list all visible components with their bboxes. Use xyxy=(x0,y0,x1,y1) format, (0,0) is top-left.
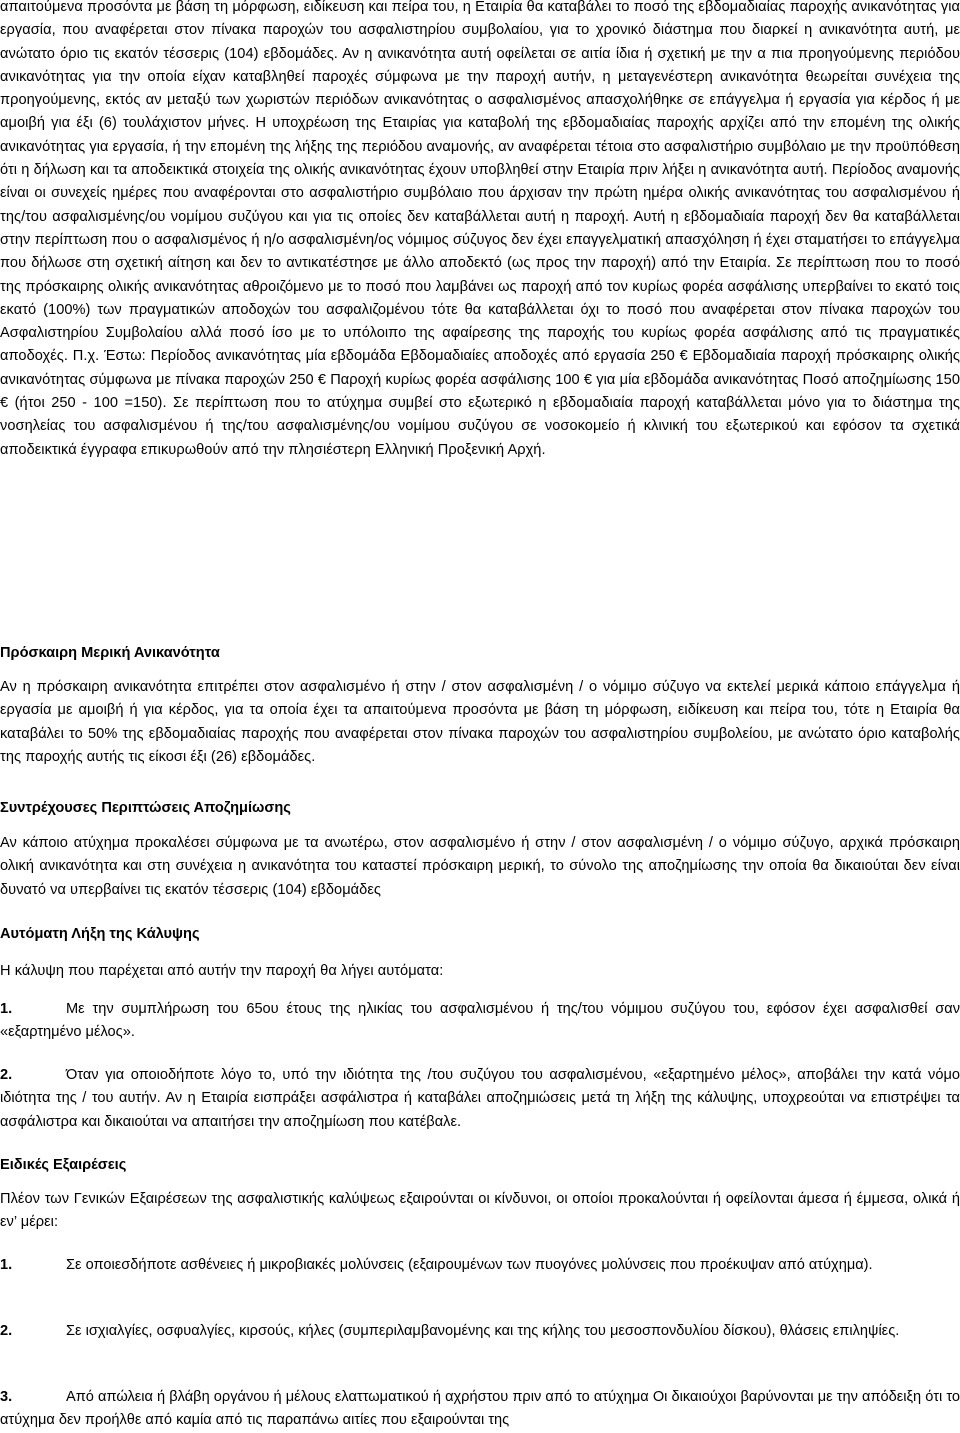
termination-item-2 xyxy=(0,1064,960,1134)
list-number: 3. xyxy=(0,1389,13,1405)
list-item-text: Όταν για οποιοδήποτε λόγο το, υπό την ιδιότητα της /του συζύγου του ασφαλισμένου, «εξαρτημένο μέλος», αποβάλει την κατά νόμο ιδιότητα της / του αυτήν. Αν η Εταιρία εισπράξει ασφάλιστρα ή καταβάλει αποζημιώσεις μετά τη λήξη της κάλυψης, υποχρεούται να επιστρέψει τα ασφάλιστρα και δικαιούται να απαιτήσει την αποζημίωση που κατέβαλε. xyxy=(0,1067,960,1130)
heading-automatic-termination: Αυτόματη Λήξη της Κάλυψης xyxy=(0,926,200,942)
list-item-text: Με την συμπλήρωση του 65ου έτους της ηλικίας του ασφαλισμένου ή της/του νόμιμου συζύγου του, εφόσον έχει ασφαλισθεί σαν «εξαρτημένο μέλος». xyxy=(0,1001,960,1041)
heading-concurrent-cases: Συντρέχουσες Περιπτώσεις Αποζημίωσης xyxy=(0,800,291,816)
list-item-text: Σε οποιεσδήποτε ασθένειες ή μικροβιακές μολύνσεις (εξαιρουμένων των πυογόνες μολύνσεις που προέκυψαν από ατύχημα). xyxy=(66,1257,873,1273)
list-number: 2. xyxy=(0,1067,13,1083)
exclusion-item-3 xyxy=(0,1386,960,1433)
heading-special-exclusions: Ειδικές Εξαιρέσεις xyxy=(0,1157,127,1173)
intro-paragraph: απαιτούμενα προσόντα με βάση τη μόρφωση, ειδίκευση και πείρα του, η Εταιρία θα καταβάλει το ποσό της εβδομαδιαίας παροχής ανικανότητας για εργασία, που αναφέρεται στον πίνακα παροχών του ασφαλιστηρίου συμβολαίου, για το χρονικό διάστημα που διαρκεί η ανικανότητα αυτή, με ανώτατο όριο τις εκατόν τέσσερις (104) εβδομάδες. Αν η ανικανότητα αυτή οφείλεται σε αιτία ίδια ή σχετική με την α πια προηγούμενης περιόδου ανικανότητας για την οποία είχαν καταβληθεί παροχές σύμφωνα με την παροχή αυτήν, η μεταγενέστερη ανικανότητα θεωρείται συνέχεια της προηγούμενης, εκτός αν μεταξύ των χωριστών περιόδων ανικανότητας ο ασφαλισμένος απασχολήθηκε σε επάγγελμα ή εργασία για κέρδος ή με αμοιβή για έξι (6) τουλάχιστον μήνες. Η υποχρέωση της Εταιρίας για καταβολή της εβδομαδιαίας παροχής αρχίζει από την επομένη της ολικής ανικανότητας για εργασία, ή την επομένη της λήξης της περιόδου αναμονής, αν αναφέρεται τέτοια στο ασφαλιστήριο συμβόλαιο με την προϋπόθεση ότι η δήλωση και τα αποδεικτικά στοιχεία της ολικής ανικανότητας έχουν υποβληθεί στην Εταιρία πριν λήξει η ανικανότητα αυτή. Περίοδος αναμονής είναι οι συνεχείς ημέρες που αναφέρονται στο ασφαλιστήριο συμβόλαιο που άρχισαν την πρώτη ημέρα ολικής ανικανότητας του ασφαλισμένου ή της/του ασφαλισμένης/ου νομίμου συζύγου και για τις οποίες δεν καταβάλλεται αυτή η παροχή. Αυτή η εβδομαδιαία παροχή δεν θα καταβάλλεται στην περίπτωση που ο ασφαλισμένος ή η/ο ασφαλισμένη/ος νόμιμος σύζυγος δεν έχει επαγγελματική απασχόληση ή έχει σταματήσει το επάγγελμα που δήλωσε στη σχετική αίτηση και δεν το αντικατέστησε με άλλο αποδεκτό (ως προς την παροχή) από την Εταιρία. Σε περίπτωση που το ποσό της πρόσκαιρης ολικής ανικανότητας αθροιζόμενο με το ποσό που λαμβάνει ως παροχή από τον κυρίως φορέα ασφάλισης υπερβαίνει το εκατό τοις εκατό (100%) των πραγματικών αποδοχών του ασφαλιζομένου τότε θα καταβάλλεται όχι το ποσό που αναφέρεται στον πίνακα παροχών του Ασφαλιστηρίου Συμβολαίου αλλά ποσό ίσο με το υπόλοιπο της αφαίρεσης της παροχής του κυρίως φορέα ασφάλισης από τις πραγματικές αποδοχές. Π.χ. Έστω: Περίοδος ανικανότητας μία εβδομάδα Εβδομαδιαίες αποδοχές από εργασία 250 € Εβδομαδιαία παροχή πρόσκαιρης ολικής ανικανότητας σύμφωνα με πίνακα παροχών 250 € Παροχή κυρίως φορέα ασφάλισης 100 € για μία εβδομάδα ανικανότητας Ποσό αποζημίωσης 150 € (ήτοι 250 - 100 =150). Σε περίπτωση που το ατύχημα συμβεί στο εξωτερικό η εβδομαδιαία παροχή καταβάλλεται μόνο για το διάστημα της νοσηλείας του ασφαλισμένου ή της/του ασφαλισμένης/ου νομίμου συζύγου σε νοσοκομείο ή κλινική του εξωτερικού και εφόσον τα σχετικά αποδεικτικά έγγραφα επικυρωθούν από την πλησιέστερη Ελληνική Προξενική Αρχή. xyxy=(0,0,960,458)
list-item-text: Από απώλεια ή βλάβη οργάνου ή μέλους ελαττωματικού ή αχρήστου πριν από το ατύχημα Οι δικαιούχοι βαρύνονται με την απόδειξη ότι το ατύχημα δεν προήλθε από καμία από τις παραπάνω αιτίες που εξαιρούνται της xyxy=(0,1389,960,1429)
list-number: 2. xyxy=(0,1323,13,1339)
exclusions-intro: Πλέον των Γενικών Εξαιρέσεων της ασφαλιστικής καλύψεως εξαιρούνται οι κίνδυνοι, οι οποίοι προκαλούνται ή οφείλονται άμεσα ή έμμεσα, ολικά ή εν’ μέρει: xyxy=(0,1191,960,1231)
list-number: 1. xyxy=(0,1257,13,1273)
concurrent-cases-paragraph: Αν κάποιο ατύχημα προκαλέσει σύμφωνα με τα ανωτέρω, στον ασφαλισμένο ή στην / στον ασφαλισμένη / ο νόμιμο σύζυγο, αρχικά πρόσκαιρη ολική ανικανότητα και στη συνέχεια η ανικανότητα του καταστεί πρόσκαιρη μερική, το σύνολο της αποζημίωσης την οποία θα δικαιούται δεν είναι δυνατό να υπερβαίνει τις εκατόν τέσσερις (104) εβδομάδες xyxy=(0,835,960,898)
exclusion-item-2 xyxy=(0,1320,960,1343)
termination-intro: Η κάλυψη που παρέχεται από αυτήν την παροχή θα λήγει αυτόματα: xyxy=(0,963,444,979)
exclusion-item-1 xyxy=(0,1254,960,1277)
list-item-text: Σε ισχιαλγίες, οσφυαλγίες, κιρσούς, κήλες (συμπεριλαμβανομένης και της κήλης του μεσοσπονδυλίου δίσκου), θλάσεις επιληψίες. xyxy=(66,1323,900,1339)
heading-partial-disability: Πρόσκαιρη Μερική Ανικανότητα xyxy=(0,645,220,661)
list-number: 1. xyxy=(0,1001,13,1017)
termination-item-1 xyxy=(0,998,960,1045)
partial-disability-paragraph: Αν η πρόσκαιρη ανικανότητα επιτρέπει στον ασφαλισμένο ή στην / στον ασφαλισμένη / ο νόμιμο σύζυγο να εκτελεί μερικά κάποιο επάγγελμα ή εργασία με αμοιβή ή για κέρδος, για τα οποία έχει τα απαιτούμενα προσόντα με βάση τη μόρφωση, ειδίκευση και πείρα του, τότε η Εταιρία θα καταβάλει το 50% της εβδομαδιαίας παροχής που αναφέρεται στον πίνακα παροχών του ασφαλιστηρίου συμβολείου, με ανώτατο όριο καταβολής της παροχής αυτής τις είκοσι έξι (26) εβδομάδες. xyxy=(0,679,960,765)
